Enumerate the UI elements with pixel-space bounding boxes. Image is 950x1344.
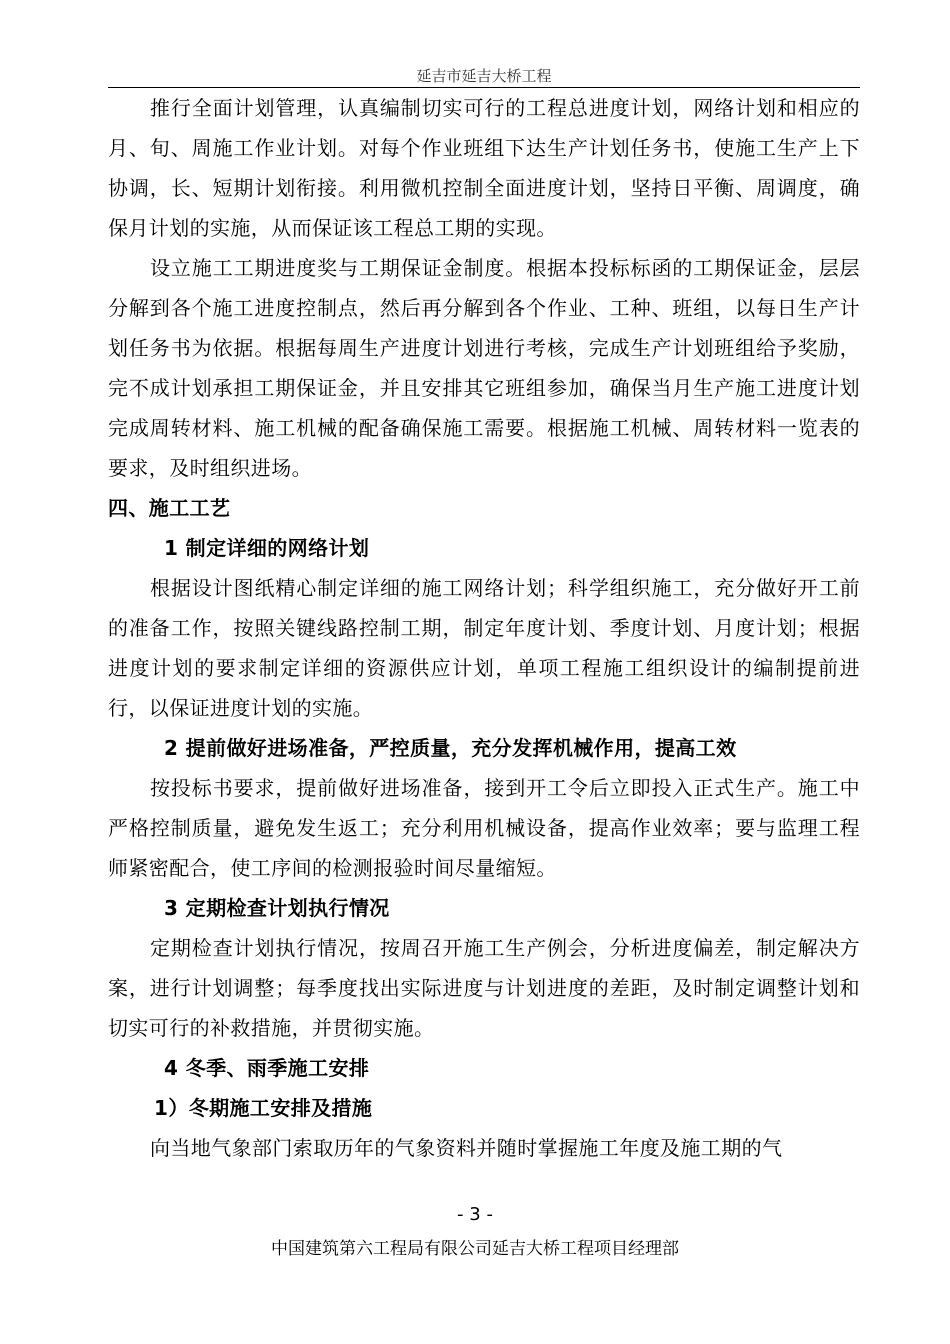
subheading-winter-construction: 1）冬期施工安排及措施 <box>154 1096 373 1120</box>
paragraph-network-plan: 根据设计图纸精心制定详细的施工网络计划；科学组织施工，充分做好开工前的准备工作，按照关键线路控制工期，制定年度计划、季度计划、月度计划；根据进度计划的要求制定详细的资源供应计划，单项工程施工组织设计的编制提前进行，以保证进度计划的实施。 <box>108 576 860 720</box>
paragraph-plan-management: 推行全面计划管理，认真编制切实可行的工程总进度计划，网络计划和相应的月、旬、周施工作业计划。对每个作业班组下达生产计划任务书，使施工生产上下协调，长、短期计划衔接。利用微机控制全面进度计划，坚持日平衡、周调度，确保月计划的实施，从而保证该工程总工期的实现。 <box>108 96 860 240</box>
page-footer: 中国建筑第六工程局有限公司延吉大桥工程项目经理部 <box>271 1239 679 1259</box>
paragraph-schedule-bonus: 设立施工工期进度奖与工期保证金制度。根据本投标标函的工期保证金，层层分解到各个施工进度控制点，然后再分解到各个作业、工种、班组，以每日生产计划任务书为依据。根据每周生产进度计划进行考核，完成生产计划班组给予奖励，完不成计划承担工期保证金，并且安排其它班组参加，确保当月生产施工进度计划完成周转材料、施工机械的配备确保施工需要。根据施工机械、周转材料一览表的要求，及时组织进场。 <box>108 256 860 480</box>
document-body <box>108 88 860 1168</box>
paragraph-weather-data: 向当地气象部门索取历年的气象资料并随时掌握施工年度及施工期的气 <box>150 1136 783 1160</box>
paragraph-plan-inspection: 定期检查计划执行情况，按周召开施工生产例会，分析进度偏差，制定解决方案，进行计划调整；每季度找出实际进度与计划进度的差距，及时制定调整计划和切实可行的补救措施，并贯彻实施。 <box>108 936 860 1040</box>
subheading-seasonal-construction: 4 冬季、雨季施工安排 <box>164 1056 370 1080</box>
section-heading-construction-process: 四、施工工艺 <box>108 496 231 520</box>
subheading-plan-inspection: 3 定期检查计划执行情况 <box>164 896 390 920</box>
paragraph-site-preparation: 按投标书要求，提前做好进场准备，接到开工令后立即投入正式生产。施工中严格控制质量，避免发生返工；充分利用机械设备，提高作业效率；要与监理工程师紧密配合，使工序间的检测报验时间尽量缩短。 <box>108 776 860 880</box>
subheading-network-plan: 1 制定详细的网络计划 <box>164 536 370 560</box>
subheading-site-preparation: 2 提前做好进场准备，严控质量，充分发挥机械作用，提高工效 <box>164 736 737 760</box>
page-number: - 3 - <box>457 1204 493 1225</box>
page-header-title: 延吉市延吉大桥工程 <box>416 67 552 85</box>
